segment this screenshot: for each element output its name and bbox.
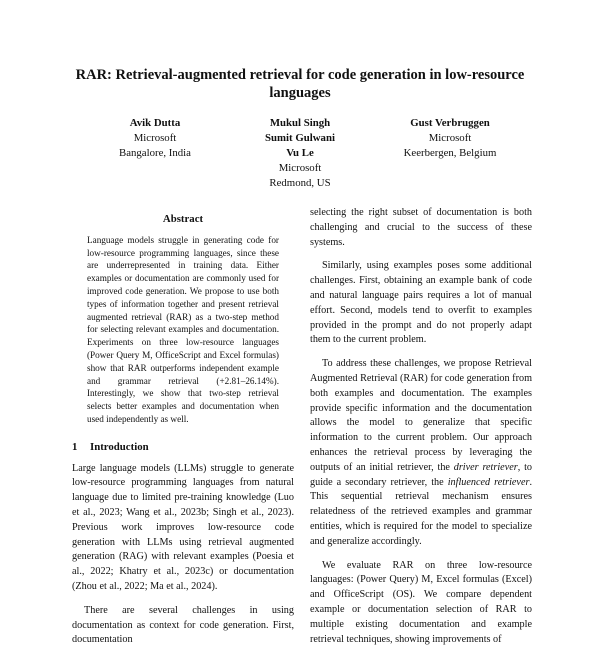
paper-title: RAR: Retrieval-augmented retrieval for code generation in low-resource languages (75, 67, 525, 101)
abstract-heading: Abstract (162, 213, 204, 225)
paragraph-text: , to guide a secondary retriever, the (310, 461, 532, 488)
author-location: Redmond, US (269, 177, 331, 189)
author-block-3 (365, 116, 535, 161)
author-name: Sumit Gulwani (265, 132, 335, 144)
abstract-text: Language models struggle in generating code for low-resource programming languages, since these are underrepresented in training data. Either examples or documentation are commonly used for improved code generation. We propose to use both types of information together and present retrieval augmented retrieval (RAR) as a two-step method for selecting relevant examples and documentation. Experiments on three low-resource languages (Power Query M, OfficeScript and Excel formulas) show that RAR outperforms independent example and grammar retrieval (+2.81–26.14%). Interestingly, we show that two-step retrieval selects better examples and documentation when used independently as well. (87, 234, 279, 424)
right-paragraph-2 (310, 357, 532, 549)
author-affiliation: Microsoft (278, 162, 322, 174)
author-location: Bangalore, India (119, 147, 191, 159)
right-paragraph-3: We evaluate RAR on three low-resource languages: (Power Query) M, Excel formulas (Excel) and OfficeScript (OS). We compare dependent example or documentation selection of RAR to multiple existing documentation and example retrieval techniques, showing improvements of (310, 559, 532, 645)
right-paragraph-1: Similarly, using examples poses some additional challenges. First, obtaining an example bank of code and natural language pairs requires a lot of manual effort. Second, models tend to overfit to examples provided in the prompt and do not properly adapt them to the current problem. (310, 260, 532, 346)
author-affiliation: Microsoft (428, 132, 472, 144)
intro-paragraph-1: Large language models (LLMs) struggle to generate low-resource programming languages from natural language due to limited pre-training knowledge (Luo et al., 2023; Wang et al., 2023b; Singh et al., 2023). Previous work improves low-resource code generation with LLMs using retrieval augmented generation (RAG) with relevant examples (Poesia et al., 2022; Khatry et al., 2023c) or documentation (Zhou et al., 2022; Ma et al., 2024). (72, 462, 294, 592)
author-name: Vu Le (286, 147, 314, 159)
section-number: 1 (72, 440, 78, 453)
author-block-2 (215, 116, 385, 191)
section-heading-introduction (72, 440, 294, 455)
author-location: Keerbergen, Belgium (403, 147, 497, 159)
term-influenced-retriever: influenced retriever (447, 476, 530, 488)
paragraph-text: . This sequential retrieval mechanism ensures relatedness of the retrieved examples and grammar entities, which is required for the model to specialize and generalize accordingly. (310, 476, 532, 547)
term-driver-retriever: driver retriever (453, 461, 518, 473)
author-name: Avik Dutta (129, 117, 181, 129)
right-paragraph-0: selecting the right subset of documentation is both challenging and crucial to the success of these systems. (310, 207, 532, 248)
intro-paragraph-2: There are several challenges in using documentation as context for code generation. First, documentation (72, 604, 294, 646)
author-name: Gust Verbruggen (410, 117, 490, 129)
author-name: Mukul Singh (269, 117, 331, 129)
section-title: Introduction (90, 440, 149, 453)
right-column (310, 206, 532, 656)
author-affiliation: Microsoft (133, 132, 177, 144)
left-column (72, 212, 294, 657)
paragraph-text: To address these challenges, we propose Retrieval Augmented Retrieval (RAR) for code generation from both examples and documentation. The examples provide specific information and the documentation allows the model to generalize that specific information to the current problem. Our approach enhances the retrieval process by leveraging the outputs of an initial retriever, the (310, 358, 532, 473)
